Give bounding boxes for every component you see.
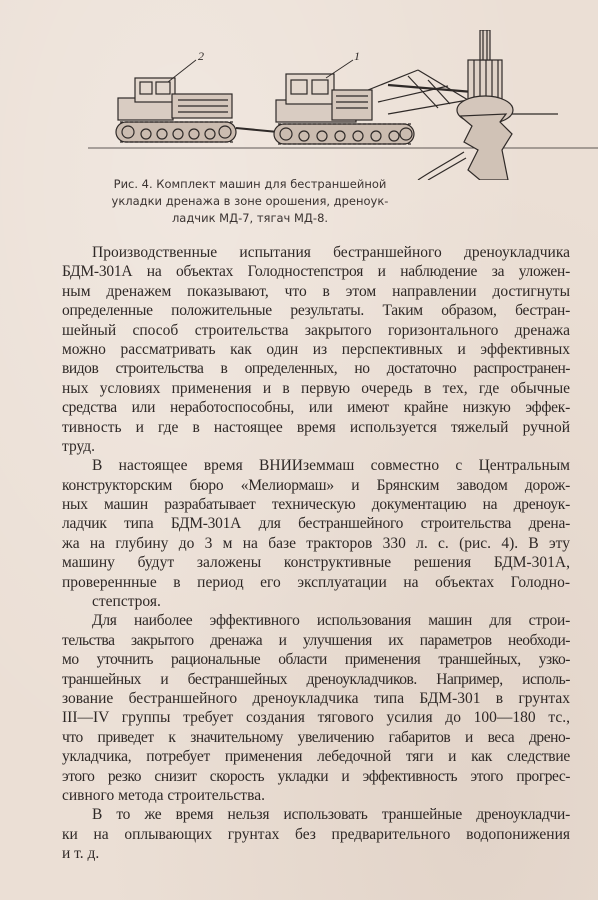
text-line: труд. xyxy=(62,437,96,455)
figure-label-1: 1 xyxy=(354,49,360,63)
caption-line: ладчик МД-7, тягач МД-8. xyxy=(171,211,329,225)
text-line: III—IV группы требует создания тягового усилия до 100—180 тс., xyxy=(62,709,570,727)
text-line: видов строительства в определенных, но достаточно распространен- xyxy=(62,360,570,378)
machine-illustration xyxy=(88,30,598,180)
drain-layer-drawing xyxy=(274,30,558,180)
text-line: В то же время нельзя использовать траншейные дреноукладчи- xyxy=(92,806,570,824)
caption-line: Рис. 4. Комплект машин для бестраншейной xyxy=(113,177,387,191)
text-line: степстроя. xyxy=(92,593,161,611)
figure-machine-set xyxy=(88,30,598,190)
text-line: БДМ-301А на объектах Голодностепстроя и наблюдение за уложен- xyxy=(62,263,570,281)
text-line: ным дренажем показывают, что в этом направлении достигнуты xyxy=(62,282,570,300)
text-line: что приведет к значительному увеличению габаритов и веса дрено- xyxy=(62,728,570,746)
text-line: провереннные в период его эксплуатации на объектах Голодно- xyxy=(62,573,570,591)
paragraph-2 xyxy=(62,456,570,611)
body-text xyxy=(62,243,570,864)
text-line: мо уточнить рациональные области применения траншейных, узко- xyxy=(62,651,570,669)
caption-line: укладки дренажа в зоне орошения, дреноук- xyxy=(111,194,389,208)
paragraph-4 xyxy=(62,805,570,863)
text-line: тивность и где в настоящее время используется тяжелый ручной xyxy=(62,418,570,436)
text-line: шейный способ строительства закрытого горизонтального дренажа xyxy=(62,321,570,339)
text-line: тельства закрытого дренажа и улучшения их параметров необходи- xyxy=(62,631,570,649)
text-line: этого резко снизит скорость укладки и эффективность этого прогрес- xyxy=(62,767,570,785)
text-line: зование бестраншейного дреноукладчика типа БДМ-301 в грунтах xyxy=(62,689,570,707)
text-line: Для наиболее эффективного использования машин для строи- xyxy=(92,612,570,630)
text-line: конструкторским бюро «Мелиормаш» и Брянским заводом дорож- xyxy=(62,476,570,494)
text-line: траншейных и бестраншейных дреноукладчиков. Например, исполь- xyxy=(62,670,570,688)
figure-caption xyxy=(100,176,400,227)
text-line: определенные положительные результаты. Таким образом, бестран- xyxy=(62,302,570,320)
paragraph-1 xyxy=(62,243,570,456)
text-line: машину будут заложены конструктивные решения БДМ-301А, xyxy=(62,554,570,572)
text-line: Производственные испытания бестраншейного дреноукладчика xyxy=(92,244,570,261)
paragraph-3 xyxy=(62,611,570,805)
figure-label-2: 2 xyxy=(198,49,204,63)
text-line: ных машин разрабатывает техническую документацию на дреноук- xyxy=(62,496,570,514)
text-line: жа на глубину до 3 м на базе тракторов 330 л. с. (рис. 4). В эту xyxy=(62,534,570,552)
text-line: ладчик типа БДМ-301А для бестраншейного строительства дрена- xyxy=(62,515,570,533)
text-line: укладчика, потребует применения лебедочной тяги и как следствие xyxy=(62,748,570,766)
text-line: В настоящее время ВНИИземмаш совместно с Центральным xyxy=(92,457,570,475)
text-line: ных условиях применения и в первую очередь в тех, где обычные xyxy=(62,379,570,397)
text-line: можно рассматривать как один из перспективных и эффективных xyxy=(62,340,570,358)
text-line: и т. д. xyxy=(62,845,100,863)
text-line: сивного метода строительства. xyxy=(62,786,265,804)
tractor-tug-drawing xyxy=(116,78,278,142)
text-line: средства или неработоспособны, или имеют крайне низкую эффек- xyxy=(62,399,570,417)
text-line: ки на оплывающих грунтах без предварительного водопонижения xyxy=(62,825,570,843)
